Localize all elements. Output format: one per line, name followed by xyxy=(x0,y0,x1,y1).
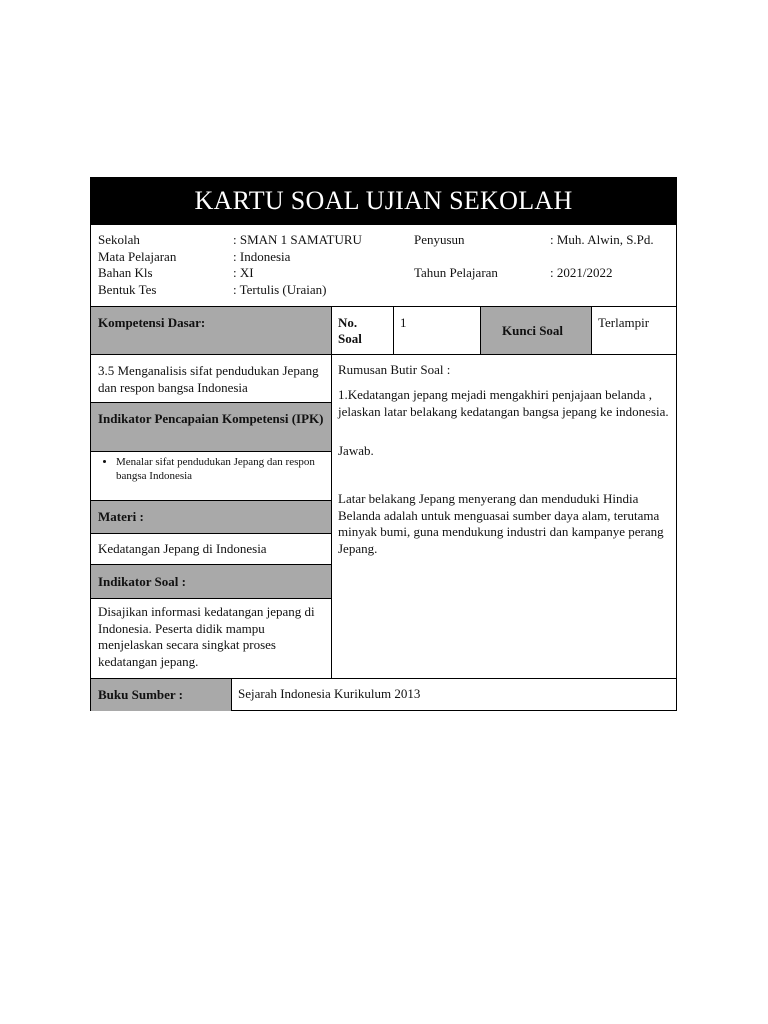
ipk-item: • Menalar sifat pendudukan Jepang dan respon bangsa Indonesia xyxy=(116,455,324,483)
materi-text: Kedatangan Jepang di Indonesia xyxy=(98,541,267,556)
kompetensi-dasar-text: 3.5 Menganalisis sifat pendudukan Jepang dan respon bangsa Indonesia xyxy=(98,363,319,395)
divider xyxy=(91,564,331,565)
no-soal-label: No. Soal xyxy=(338,315,362,346)
jawab-label: Jawab. xyxy=(338,443,374,458)
info-value-tahun-pelajaran: : 2021/2022 xyxy=(550,265,613,280)
info-label-mata-pelajaran: Mata Pelajaran xyxy=(98,248,177,264)
info-value-bahan-kls: : XI xyxy=(233,265,254,280)
divider xyxy=(91,500,331,501)
info-label-bentuk-tes: Bentuk Tes xyxy=(98,281,157,297)
info-value-penyusun: : Muh. Alwin, S.Pd. xyxy=(550,232,654,247)
divider xyxy=(91,598,331,599)
divider xyxy=(91,354,676,355)
divider xyxy=(591,306,592,354)
divider xyxy=(91,402,331,403)
info-left-labels xyxy=(98,232,176,298)
info-value-mata-pelajaran: : Indonesia xyxy=(233,248,291,264)
rumusan-label: Rumusan Butir Soal : xyxy=(338,362,451,377)
indikator-soal-text: Disajikan informasi kedatangan jepang di Indonesia. Peserta didik mampu menjelaskan secara singkat proses kedatangan jepang. xyxy=(98,604,315,669)
divider xyxy=(91,451,331,452)
ipk-label: Indikator Pencapaian Kompetensi (IPK) xyxy=(98,411,324,426)
info-label-tahun-pelajaran: Tahun Pelajaran xyxy=(414,265,498,280)
info-left-values xyxy=(233,232,362,298)
answer-text: Latar belakang Jepang menyerang dan menduduki Hindia Belanda adalah untuk menguasai sumber daya alam, terutama minyak bumi, guna mendukung industri dan kampanye perang Jepang. xyxy=(338,491,664,556)
info-label-bahan-kls: Bahan Kls xyxy=(98,265,153,280)
info-value-sekolah: : SMAN 1 SAMATURU xyxy=(233,232,362,247)
divider xyxy=(393,306,394,354)
divider xyxy=(231,678,232,711)
card-title: KARTU SOAL UJIAN SEKOLAH xyxy=(91,178,676,224)
materi-label: Materi : xyxy=(98,509,144,524)
ipk-list xyxy=(98,455,324,483)
divider xyxy=(91,306,676,307)
buku-sumber-value: Sejarah Indonesia Kurikulum 2013 xyxy=(238,686,421,701)
divider xyxy=(331,306,332,679)
info-label-penyusun: Penyusun xyxy=(414,232,465,247)
divider xyxy=(91,533,331,534)
divider xyxy=(480,306,481,354)
indikator-soal-label: Indikator Soal : xyxy=(98,574,186,589)
no-soal-value: 1 xyxy=(400,315,407,330)
buku-sumber-label: Buku Sumber : xyxy=(98,687,184,702)
divider xyxy=(91,224,676,225)
info-value-bentuk-tes: : Tertulis (Uraian) xyxy=(233,281,327,297)
kunci-soal-value: Terlampir xyxy=(598,315,650,330)
question-card xyxy=(90,177,677,711)
divider xyxy=(91,678,676,679)
kunci-soal-label: Kunci Soal xyxy=(502,323,564,338)
question-text: 1.Kedatangan jepang mejadi mengakhiri penjajaan belanda , jelaskan latar belakang kedatangan bangsa jepang ke indonesia. xyxy=(338,387,669,419)
info-label-sekolah: Sekolah xyxy=(98,232,140,247)
kompetensi-dasar-label: Kompetensi Dasar: xyxy=(98,315,206,330)
